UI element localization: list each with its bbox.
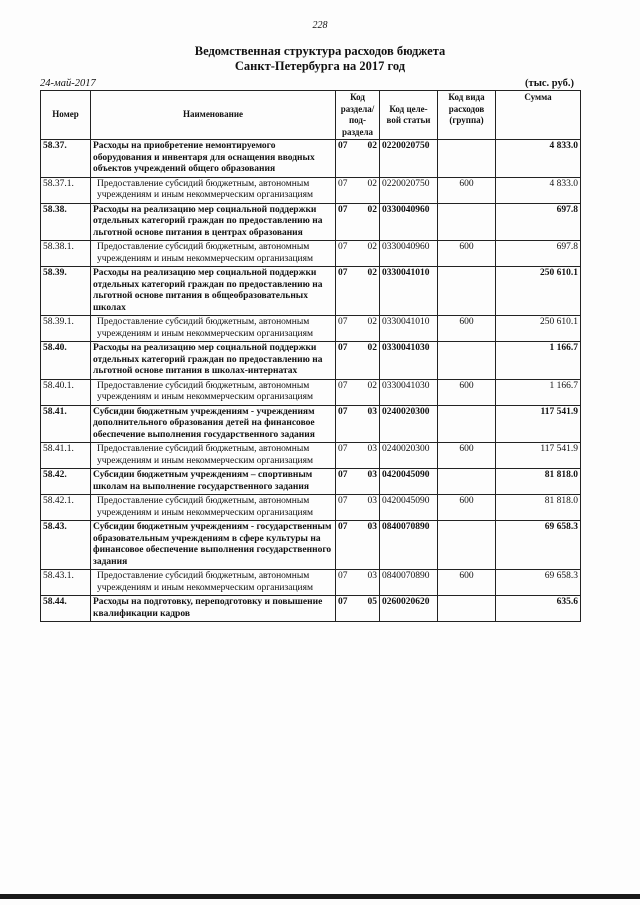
row-subsection-code: 02 [367, 204, 377, 215]
row-name [91, 203, 336, 241]
row-target: 0330041030 [380, 379, 438, 405]
row-name [91, 342, 336, 380]
table-row [41, 469, 581, 495]
row-target: 0420045090 [380, 495, 438, 521]
row-number: 58.40. [41, 342, 91, 380]
row-section-code: 07 [338, 242, 348, 252]
row-section-code: 07 [338, 268, 348, 278]
row-number: 58.38.1. [41, 241, 91, 267]
row-section [336, 203, 380, 241]
row-target: 0840070890 [380, 521, 438, 570]
row-section-code: 07 [338, 317, 348, 327]
row-section [336, 241, 380, 267]
table-row [41, 342, 581, 380]
row-subsection-code: 03 [367, 496, 377, 506]
row-name-text: Предоставление субсидий бюджетным, автономным учреждениям и иным некоммерческим организациям [97, 496, 314, 518]
row-subsection-code: 03 [367, 522, 377, 532]
row-name [91, 241, 336, 267]
row-number: 58.40.1. [41, 379, 91, 405]
row-section [336, 469, 380, 495]
row-number: 58.43. [41, 521, 91, 570]
row-amount: 81 818.0 [496, 495, 581, 521]
row-number: 58.43.1. [41, 570, 91, 596]
header-expense-type: Код вида расходов (группа) [438, 91, 496, 140]
row-number: 58.41.1. [41, 443, 91, 469]
row-section [336, 495, 380, 521]
row-target: 0220020750 [380, 140, 438, 178]
header-amount: Сумма [496, 91, 581, 140]
row-subsection-code: 03 [367, 444, 377, 454]
row-target: 0330041010 [380, 267, 438, 316]
row-amount: 250 610.1 [496, 316, 581, 342]
row-section [336, 443, 380, 469]
row-expense-type: 600 [438, 379, 496, 405]
row-section-code: 07 [338, 444, 348, 454]
row-section-code: 07 [338, 496, 348, 506]
row-expense-type [438, 521, 496, 570]
row-number: 58.44. [41, 596, 91, 622]
row-section-code: 07 [338, 522, 348, 532]
row-name-text: Предоставление субсидий бюджетным, автономным учреждениям и иным некоммерческим организациям [97, 317, 314, 339]
row-section [336, 140, 380, 178]
row-expense-type [438, 342, 496, 380]
row-section [336, 570, 380, 596]
row-name [91, 495, 336, 521]
row-number: 58.42. [41, 469, 91, 495]
document-title [0, 44, 640, 74]
row-name-text: Предоставление субсидий бюджетным, автономным учреждениям и иным некоммерческим организациям [97, 571, 314, 593]
row-name-text: Предоставление субсидий бюджетным, автономным учреждениям и иным некоммерческим организациям [97, 380, 314, 402]
row-target: 0240020300 [380, 443, 438, 469]
row-number: 58.41. [41, 405, 91, 443]
page-number: 228 [312, 20, 328, 31]
row-section [336, 342, 380, 380]
row-section-code: 07 [338, 406, 348, 417]
row-section-code: 07 [338, 178, 348, 189]
header-target: Код целе- вой статьи [380, 91, 438, 140]
row-name-text: Предоставление субсидий бюджетным, автономным учреждениям и иным некоммерческим организациям [97, 242, 314, 264]
table-row [41, 405, 581, 443]
table-row [41, 521, 581, 570]
row-subsection-code: 02 [367, 178, 377, 189]
title-line-2: Санкт-Петербурга на 2017 год [234, 59, 406, 73]
row-name [91, 405, 336, 443]
row-expense-type [438, 203, 496, 241]
row-subsection-code: 03 [367, 571, 377, 581]
row-subsection-code: 02 [367, 242, 377, 252]
row-subsection-code: 05 [367, 597, 377, 607]
row-amount: 1 166.7 [496, 379, 581, 405]
row-section-code: 07 [338, 597, 348, 607]
row-amount: 69 658.3 [496, 570, 581, 596]
row-name [91, 267, 336, 316]
row-name-text: Расходы на реализацию мер социальной поддержки отдельных категорий граждан по предоставлению на льготной основе питания в общеобразовательных школах [93, 268, 323, 313]
row-section [336, 405, 380, 443]
row-subsection-code: 02 [367, 268, 377, 278]
row-expense-type: 600 [438, 443, 496, 469]
row-section-code: 07 [338, 141, 348, 151]
scan-edge [0, 894, 640, 899]
document-date: 24-май-2017 [40, 78, 96, 89]
budget-table [40, 90, 581, 622]
table-row [41, 495, 581, 521]
row-section-code: 07 [338, 204, 348, 215]
row-name [91, 140, 336, 178]
row-subsection-code: 02 [367, 343, 377, 353]
row-section-code: 07 [338, 380, 348, 391]
row-expense-type: 600 [438, 177, 496, 203]
row-name [91, 469, 336, 495]
row-number: 58.39. [41, 267, 91, 316]
row-name-text: Субсидии бюджетным учреждениям - государственным образовательным учреждениям в сфере культуры на финансовое обеспечение выполнения государственного задания [93, 522, 332, 567]
row-expense-type [438, 140, 496, 178]
table-row [41, 596, 581, 622]
title-line-1: Ведомственная структура расходов бюджета [194, 44, 446, 58]
row-number: 58.42.1. [41, 495, 91, 521]
row-expense-type [438, 469, 496, 495]
row-name [91, 379, 336, 405]
row-amount: 117 541.9 [496, 443, 581, 469]
row-target: 0240020300 [380, 405, 438, 443]
row-name [91, 443, 336, 469]
header-number: Номер [41, 91, 91, 140]
table-row [41, 316, 581, 342]
row-expense-type [438, 596, 496, 622]
units-label: (тыс. руб.) [525, 78, 574, 89]
row-name-text: Субсидии бюджетным учреждениям – спортивным школам на выполнение государственного задания [93, 470, 313, 492]
row-section [336, 379, 380, 405]
row-amount: 697.8 [496, 203, 581, 241]
row-name-text: Расходы на реализацию мер социальной поддержки отдельных категорий граждан по предоставлению на льготной основе питания в школах-интернатах [93, 343, 323, 376]
row-expense-type: 600 [438, 316, 496, 342]
row-section-code: 07 [338, 343, 348, 353]
table-header-row [41, 91, 581, 140]
row-name-text: Расходы на подготовку, переподготовку и повышение квалификации кадров [93, 597, 323, 619]
row-target: 0330041010 [380, 316, 438, 342]
row-subsection-code: 02 [367, 380, 377, 391]
row-subsection-code: 02 [367, 317, 377, 327]
row-section [336, 267, 380, 316]
row-section-code: 07 [338, 470, 348, 480]
row-name-text: Предоставление субсидий бюджетным, автономным учреждениям и иным некоммерческим организациям [97, 178, 314, 200]
row-target: 0330040960 [380, 203, 438, 241]
row-target: 0220020750 [380, 177, 438, 203]
table-row [41, 443, 581, 469]
table-row [41, 267, 581, 316]
row-subsection-code: 03 [367, 406, 377, 417]
row-expense-type: 600 [438, 570, 496, 596]
row-amount: 4 833.0 [496, 177, 581, 203]
row-name [91, 521, 336, 570]
row-expense-type [438, 267, 496, 316]
row-expense-type: 600 [438, 495, 496, 521]
row-target: 0330040960 [380, 241, 438, 267]
row-amount: 81 818.0 [496, 469, 581, 495]
row-amount: 697.8 [496, 241, 581, 267]
row-section [336, 177, 380, 203]
row-name [91, 316, 336, 342]
row-target: 0420045090 [380, 469, 438, 495]
row-number: 58.38. [41, 203, 91, 241]
row-section [336, 521, 380, 570]
row-name-text: Субсидии бюджетным учреждениям - учреждениям дополнительного образования детей на финансовое обеспечение выполнения государственного задания [93, 406, 315, 440]
row-expense-type [438, 405, 496, 443]
row-name [91, 570, 336, 596]
table-row [41, 177, 581, 203]
row-subsection-code: 02 [367, 141, 377, 151]
row-target: 0330041030 [380, 342, 438, 380]
row-name-text: Предоставление субсидий бюджетным, автономным учреждениям и иным некоммерческим организациям [97, 444, 314, 466]
row-section-code: 07 [338, 571, 348, 581]
row-amount: 635.6 [496, 596, 581, 622]
row-name [91, 596, 336, 622]
row-name-text: Расходы на приобретение немонтируемого оборудования и инвентаря для оснащения вводных объектов учреждений общего образования [93, 141, 315, 174]
row-expense-type: 600 [438, 241, 496, 267]
row-number: 58.37.1. [41, 177, 91, 203]
row-section [336, 316, 380, 342]
row-name-text: Расходы на реализацию мер социальной поддержки отдельных категорий граждан по предоставлению на льготной основе питания в центрах образования [93, 204, 323, 238]
row-number: 58.37. [41, 140, 91, 178]
table-row [41, 203, 581, 241]
table-row [41, 379, 581, 405]
header-name: Наименование [91, 91, 336, 140]
row-subsection-code: 03 [367, 470, 377, 480]
row-amount: 1 166.7 [496, 342, 581, 380]
row-number: 58.39.1. [41, 316, 91, 342]
row-amount: 250 610.1 [496, 267, 581, 316]
row-section [336, 596, 380, 622]
table-row [41, 570, 581, 596]
row-target: 0260020620 [380, 596, 438, 622]
row-amount: 69 658.3 [496, 521, 581, 570]
row-name [91, 177, 336, 203]
header-section: Код раздела/ под- раздела [336, 91, 380, 140]
row-amount: 4 833.0 [496, 140, 581, 178]
table-row [41, 241, 581, 267]
row-target: 0840070890 [380, 570, 438, 596]
row-amount: 117 541.9 [496, 405, 581, 443]
table-row [41, 140, 581, 178]
